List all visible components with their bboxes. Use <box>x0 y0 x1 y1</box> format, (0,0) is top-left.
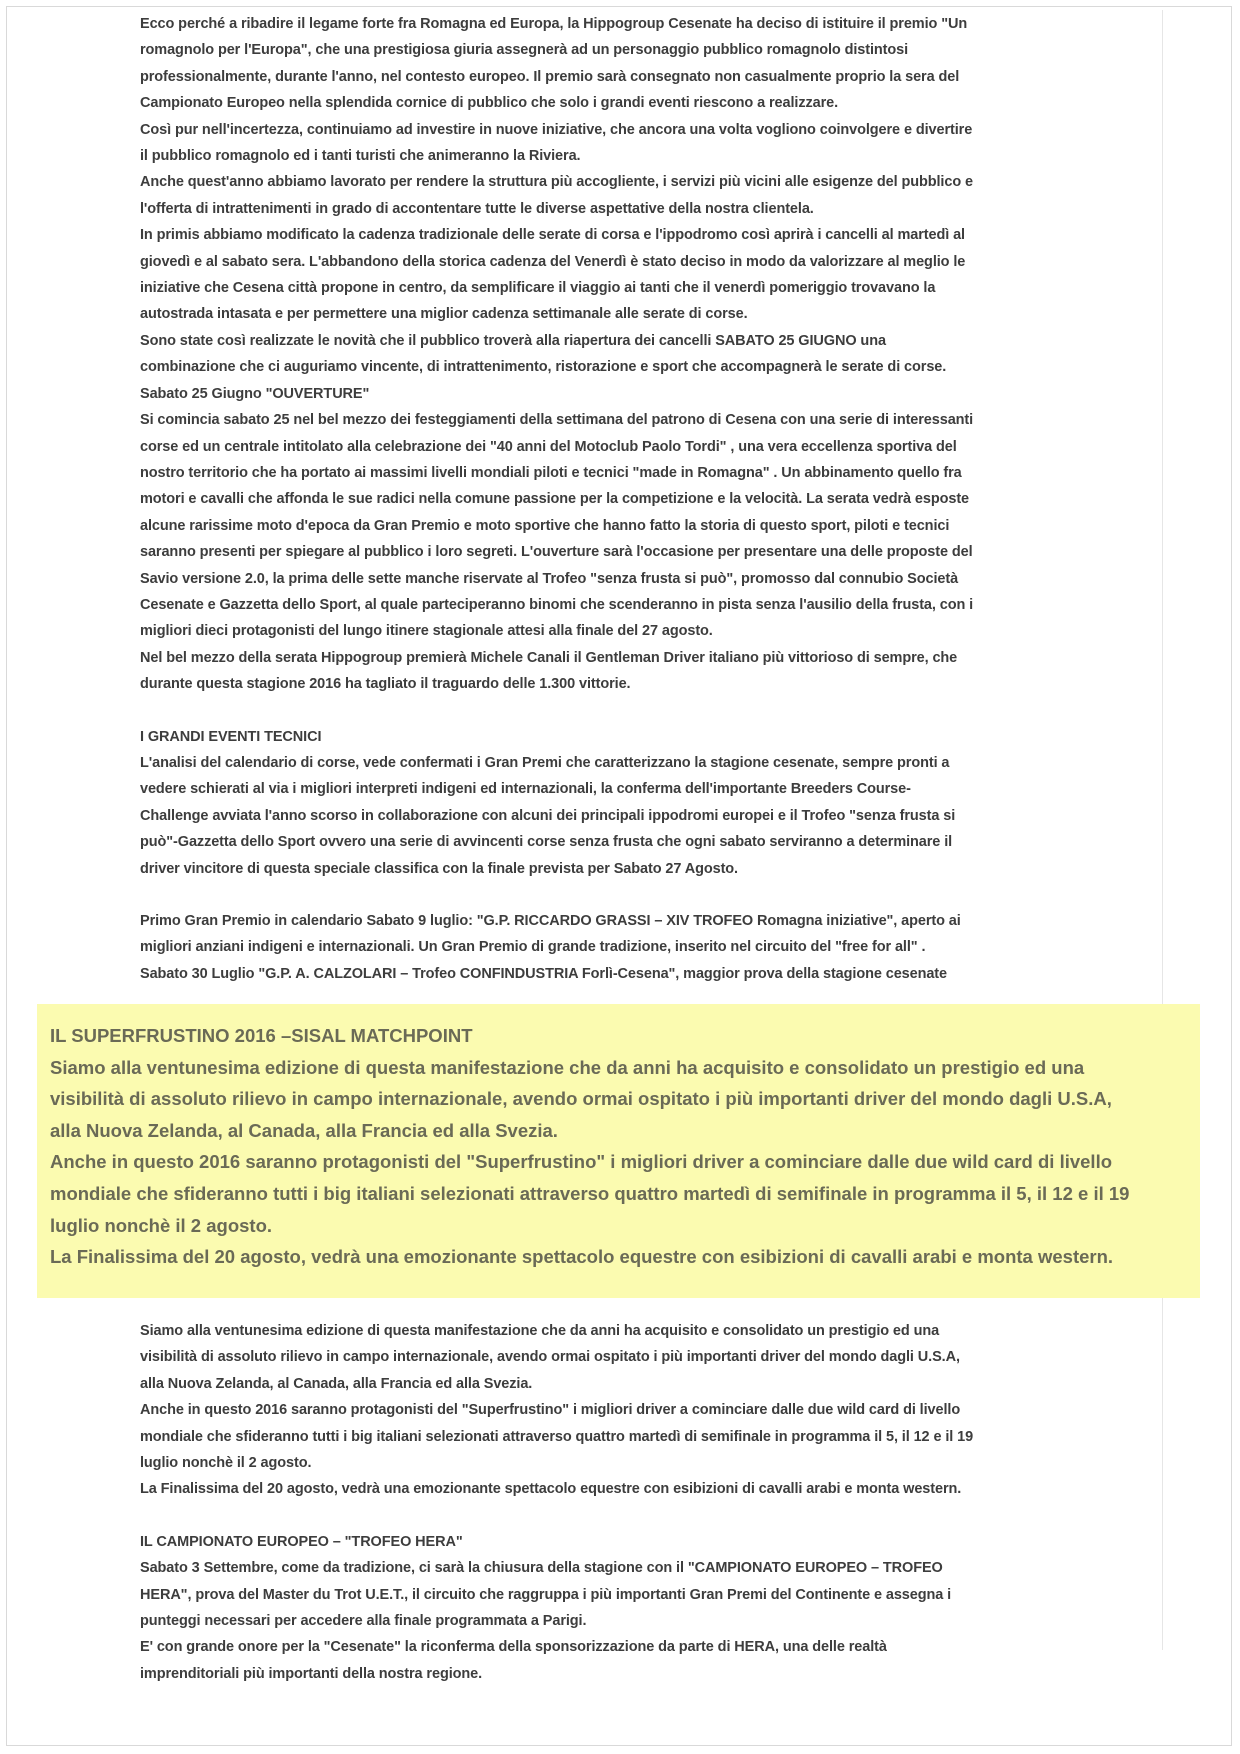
text-line: Sabato 25 Giugno "OUVERTURE" <box>140 385 370 402</box>
text-line: mondiale che sfideranno tutti i big italiani selezionati attraverso quattro martedì di semifinale in programma il 5, il 12 e il 19 <box>140 1428 974 1445</box>
highlight-title: IL SUPERFRUSTINO 2016 –SISAL MATCHPOINT <box>50 1025 473 1046</box>
superfrustino-highlight <box>37 1004 1200 1298</box>
text-line: HERA", prova del Master du Trot U.E.T., il circuito che raggruppa i più importanti Gran Premi del Continente e assegna i <box>140 1586 952 1603</box>
text-line: migliori anziani indigeni e internazionali. Un Gran Premio di grande tradizione, inserito nel circuito del "free for all" . <box>140 939 926 956</box>
text-line: Challenge avviata l'anno scorso in collaborazione con alcuni dei principali ippodromi europei e il Trofeo "senza frusta si <box>140 807 956 824</box>
text-line: Sabato 30 Luglio "G.P. A. CALZOLARI – Trofeo CONFINDUSTRIA Forlì-Cesena", maggior prova della stagione cesenate <box>140 965 948 982</box>
text-line: Sono state così realizzate le novità che il pubblico troverà alla riapertura dei cancelli SABATO 25 GIUGNO una <box>140 332 886 349</box>
text-line: motori e cavalli che affonda le sue radici nella comune passione per la competizione e la velocità. La serata vedrà esposte <box>140 491 970 508</box>
text-line: imprenditoriali più importanti della nostra regione. <box>140 1665 483 1682</box>
text-line: Cesenate e Gazzetta dello Sport, al quale parteciperanno binomi che scenderanno in pista senza l'ausilio della frusta, con i <box>140 596 974 613</box>
text-line: punteggi necessari per accedere alla finale programmata a Parigi. <box>140 1613 587 1630</box>
text-line: In primis abbiamo modificato la cadenza tradizionale delle serate di corsa e l'ippodromo così aprirà i cancelli al martedì al <box>140 227 965 244</box>
text-line: Si comincia sabato 25 nel bel mezzo dei festeggiamenti della settimana del patrono di Cesena con una serie di interessanti <box>140 412 974 429</box>
text-line: alcune rarissime moto d'epoca da Gran Premio e moto sportive che hanno fatto la storia di questo sport, piloti e tecnici <box>140 517 950 534</box>
text-line: vedere schierati al via i migliori interpreti indigeni ed internazionali, la conferma dell'importante Breeders Course- <box>140 781 911 798</box>
highlight-line: mondiale che sfideranno tutti i big italiani selezionati attraverso quattro martedì di semifinale in programma il 5, il 12 e il 19 <box>50 1182 1130 1204</box>
highlight-line: La Finalissima del 20 agosto, vedrà una emozionante spettacolo equestre con esibizioni di cavalli arabi e monta western. <box>50 1246 1114 1268</box>
highlight-line: Siamo alla ventunesima edizione di questa manifestazione che da anni ha acquisito e consolidato un prestigio ed una <box>50 1056 1085 1078</box>
text-line: migliori dieci protagonisti del lungo itinere stagionale attesi alla finale del 27 agosto. <box>140 623 713 640</box>
highlight-line: luglio nonchè il 2 agosto. <box>50 1214 273 1236</box>
text-line: Sabato 3 Settembre, come da tradizione, ci sarà la chiusura della stagione con il "CAMPIONATO EUROPEO – TROFEO <box>140 1560 943 1577</box>
text-line: visibilità di assoluto rilievo in campo internazionale, avendo ormai ospitato i più importanti driver del mondo dagli U.S.A, <box>140 1349 960 1366</box>
page-rule <box>1162 10 1163 1650</box>
highlight-line: alla Nuova Zelanda, al Canada, alla Francia ed alla Svezia. <box>50 1119 558 1141</box>
text-line: romagnolo per l'Europa", che una prestigiosa giuria assegnerà ad un personaggio pubblico romagnolo distintosi <box>140 42 909 59</box>
text-line: Campionato Europeo nella splendida cornice di pubblico che solo i grandi eventi riescono a realizzare. <box>140 95 839 112</box>
text-line: l'offerta di intrattenimenti in grado di accontentare tutte le diverse aspettative della nostra clientela. <box>140 200 814 217</box>
text-line: La Finalissima del 20 agosto, vedrà una emozionante spettacolo equestre con esibizioni di cavalli arabi e monta western. <box>140 1481 962 1498</box>
highlight-line: Anche in questo 2016 saranno protagonisti del "Superfrustino" i migliori driver a cominciare dalle due wild card di livello <box>50 1151 1113 1173</box>
closing-block <box>140 1318 1135 1687</box>
text-line: corse ed un centrale intitolato alla celebrazione dei "40 anni del Motoclub Paolo Tordi" , una vera eccellenza sportiva del <box>140 438 957 455</box>
text-line: Così pur nell'incertezza, continuiamo ad investire in nuove iniziative, che ancora una volta vogliono coinvolgere e divertire <box>140 121 973 138</box>
text-line: iniziative che Cesena città propone in centro, da semplificare il viaggio ai tanti che il venerdì pomeriggio trovavano la <box>140 280 936 297</box>
text-line: E' con grande onore per la "Cesenate" la riconferma della sponsorizzazione da parte di HERA, una delle realtà <box>140 1639 887 1656</box>
intro-block <box>140 11 1135 987</box>
text-line: Primo Gran Premio in calendario Sabato 9 luglio: "G.P. RICCARDO GRASSI – XIV TROFEO Romagna iniziative", aperto ai <box>140 913 961 929</box>
section-heading-campionato: IL CAMPIONATO EUROPEO – "TROFEO HERA" <box>140 1533 463 1550</box>
text-line: nostro territorio che ha portato ai massimi livelli mondiali piloti e tecnici "made in Romagna" . Un abbinamento quello fra <box>140 464 962 481</box>
text-line: Siamo alla ventunesima edizione di questa manifestazione che da anni ha acquisito e consolidato un prestigio ed una <box>140 1323 940 1339</box>
text-line: può"-Gazzetta dello Sport ovvero una serie di avvincenti corse senza frusta che ogni sabato serviranno a determinare il <box>140 834 953 851</box>
text-line: Nel bel mezzo della serata Hippogroup premierà Michele Canali il Gentleman Driver italiano più vittorioso di sempre, che <box>140 649 958 666</box>
section-heading-grandi-eventi: I GRANDI EVENTI TECNICI <box>140 728 322 745</box>
text-line: Anche quest'anno abbiamo lavorato per rendere la struttura più accogliente, i servizi più vicini alle esigenze del pubblico e <box>140 174 973 191</box>
text-line: L'analisi del calendario di corse, vede confermati i Gran Premi che caratterizzano la stagione cesenate, sempre pronti a <box>140 754 950 771</box>
text-line: combinazione che ci auguriamo vincente, di intrattenimento, ristorazione e sport che accompagnerà le serate di corse. <box>140 359 947 376</box>
text-line: saranno presenti per spiegare al pubblico i loro segreti. L'ouverture sarà l'occasione per presentare una delle proposte del <box>140 544 973 561</box>
text-line: Ecco perché a ribadire il legame forte fra Romagna ed Europa, la Hippogroup Cesenate ha deciso di istituire il premio "Un <box>140 16 968 32</box>
text-line: autostrada intasata e per permettere una miglior cadenza settimanale alle serate di corse. <box>140 306 748 323</box>
text-line: driver vincitore di questa speciale classifica con la finale prevista per Sabato 27 Agosto. <box>140 860 738 877</box>
text-line: alla Nuova Zelanda, al Canada, alla Francia ed alla Svezia. <box>140 1375 533 1392</box>
text-line: Anche in questo 2016 saranno protagonisti del "Superfrustino" i migliori driver a cominciare dalle due wild card di livello <box>140 1402 961 1419</box>
text-line: Savio versione 2.0, la prima delle sette manche riservate al Trofeo "senza frusta si può", promosso dal connubio Società <box>140 570 959 587</box>
text-line: luglio nonchè il 2 agosto. <box>140 1455 312 1472</box>
highlight-line: visibilità di assoluto rilievo in campo internazionale, avendo ormai ospitato i più importanti driver del mondo dagli U.S.A, <box>50 1088 1112 1110</box>
text-line: professionalmente, durante l'anno, nel contesto europeo. Il premio sarà consegnato non casualmente proprio la sera del <box>140 68 960 85</box>
text-line: giovedì e al sabato sera. L'abbandono della storica cadenza del Venerdì è stato deciso in modo da valorizzare al meglio le <box>140 253 966 270</box>
text-line: il pubblico romagnolo ed i tanti turisti che animeranno la Riviera. <box>140 148 581 165</box>
text-line: durante questa stagione 2016 ha tagliato il traguardo delle 1.300 vittorie. <box>140 676 631 693</box>
